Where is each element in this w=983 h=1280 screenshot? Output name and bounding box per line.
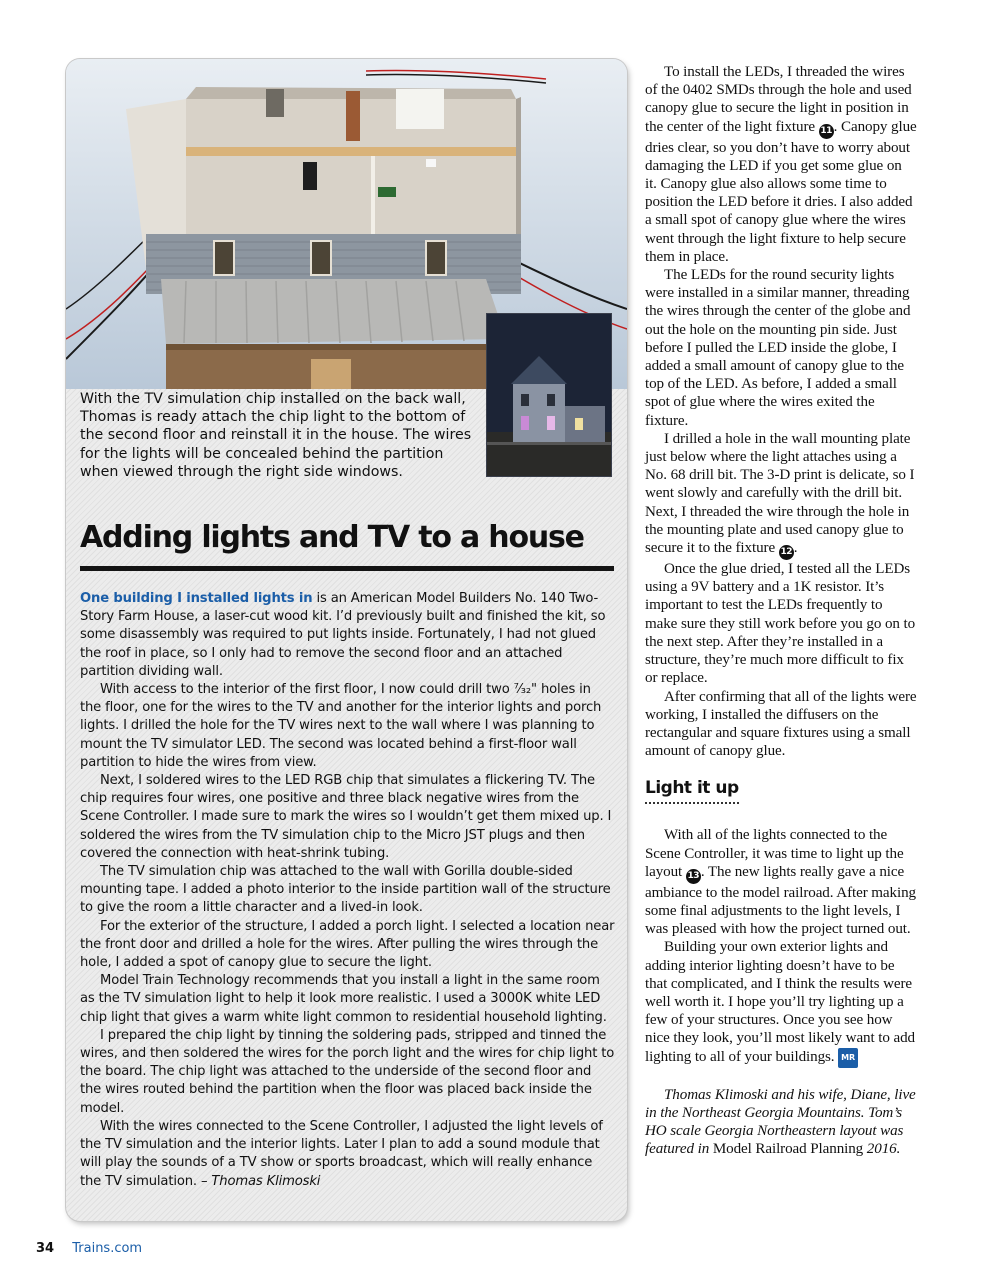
publication-name: Model Railroad Planning xyxy=(712,1141,864,1158)
author-credit: Thomas Klimoski xyxy=(211,1173,321,1189)
sidebar-paragraph: Next, I soldered wires to the LED RGB chip that simulates a flickering TV. The chip requires four wires, one positive and three black negative wires from the Scene Controller. I made sure to mark the wires so I wouldn’t get them mixed up. I soldered the wires from the TV simulation chip to the Micro JST plugs and then covered the connection with heat-shrink tubing. xyxy=(80,773,612,861)
article-column xyxy=(645,63,917,1159)
sidebar-paragraph: With the wires connected to the Scene Controller, I adjusted the light levels of the TV simulation and the interior lights. Later I plan to add a sound module that will play the sounds of a TV show or sports broadcast, which will really enhance the TV simulation. – Thomas Klimoski xyxy=(80,1118,603,1189)
article-paragraph: Once the glue dried, I tested all the LEDs using a 9V battery and a 1K resistor. It’s important to test the LEDs frequently to make sure they still work before you go on to the next step. After they’re installed in a structure, they’re much more difficult to fix or replace. xyxy=(645,561,916,687)
article-paragraph: After confirming that all of the lights were working, I installed the diffusers on the rectangular and square fixtures using a small amount of canopy glue. xyxy=(645,688,917,760)
sidebar-paragraph: I prepared the chip light by tinning the soldering pads, stripped and tinned the wires, and then soldered the wires for the porch light and the wires for chip light to the board. The chip light was attached to the underside of the second floor and the wires routed behind the partition when the floor was placed back inside the model. xyxy=(80,1027,615,1116)
site-link[interactable]: Trains.com xyxy=(72,1241,143,1256)
sidebar-paragraph: Model Train Technology recommends that you install a light in the same room as the TV simulation light to help it look more realistic. I used a 3000K white LED chip light that gives a warm white light common to residential household lighting. xyxy=(80,973,607,1025)
sidebar-paragraph: The TV simulation chip was attached to the wall with Gorilla double-sided mounting tape. I added a photo interior to the inside partition wall of the structure to give the room a little character and a lived-in look. xyxy=(80,864,611,916)
lead-in: One building I installed lights in xyxy=(80,591,313,606)
sidebar-paragraph: For the exterior of the structure, I added a porch light. I selected a location near the front door and drilled a hole for the wires. After pulling the wires through the hole, I added a spot of canopy glue to secure the light. xyxy=(80,918,615,971)
section-heading: Light it up xyxy=(645,778,739,804)
mr-end-mark-icon: MR xyxy=(838,1048,858,1068)
figure-ref-13: 13 xyxy=(686,869,701,884)
article-paragraph: The LEDs for the round security lights were installed in a similar manner, threading the wires through the center of the globe and out the hole on the mounting pin side. Just before I pulled the LED inside the globe, I added a small amount of canopy glue to the top of the LED. As before, I added a small spot of glue where the wires exited the fixture. xyxy=(645,267,911,429)
sidebar-body xyxy=(80,590,615,1191)
sidebar-box xyxy=(66,59,627,1221)
sidebar-paragraph: One building I installed lights in is an American Model Builders No. 140 Two-Story Farm House, a laser-cut wood kit. I’d previously built and finished the kit, so some disassembly was required to put lights inside. Fortunately, I had not glued the roof in place, so I only had to remove the second floor and an attached partition dividing wall. xyxy=(80,591,606,679)
photo-caption: With the TV simulation chip installed on the back wall, Thomas is ready attach the chip light to the bottom of the second floor and reinstall it in the house. The wires for the lights will be concealed behind the partition when viewed through the right side windows. xyxy=(80,391,472,480)
figure-ref-12: 12 xyxy=(779,545,794,560)
page-number: 34 xyxy=(36,1241,55,1256)
author-bio: Thomas Klimoski and his wife, Diane, live in the Northeast Georgia Mountains. Tom’s HO scale Georgia Northeastern layout was featured in Model Railroad Planning 2016. xyxy=(645,1086,916,1158)
title-rule xyxy=(80,566,614,571)
house-night-photo xyxy=(486,313,612,477)
figure-ref-11: 11 xyxy=(819,124,834,139)
article-paragraph: I drilled a hole in the wall mounting plate just below where the light attaches using a No. 68 drill bit. The 3-D print is delicate, so I went slowly and carefully with the drill bit. Next, I threaded the wire through the hole in the mounting plate and used canopy glue to secure it to the fixture 12 . xyxy=(645,430,917,560)
sidebar-paragraph: With access to the interior of the first floor, I now could drill two ⁷⁄₃₂" holes in the floor, one for the wires to the TV and another for the interior lights and porch lights. I drilled the hole for the TV wires next to the wall where I was planning to mount the TV simulator LED. The second was located behind a first-floor wall partition to hide the wires from view. xyxy=(80,682,602,770)
sidebar-title: Adding lights and TV to a house xyxy=(80,520,584,555)
article-paragraph: Building your own exterior lights and adding interior lighting doesn’t have to be that complicated, and I think the results were well worth it. I hope you’ll try lighting up a few of your structures. Once you see how nice they look, you’ll most likely want to add lighting to all of your buildings. MR xyxy=(645,938,917,1067)
article-paragraph: With all of the lights connected to the Scene Controller, it was time to light up the layout 13 . The new lights really gave a nice ambiance to the model railroad. After making some final adjustments to the light levels, I was pleased with how the project turned out. xyxy=(645,827,916,938)
page-footer xyxy=(36,1241,142,1256)
article-paragraph: To install the LEDs, I threaded the wires of the 0402 SMDs through the hole and used canopy glue to secure the light in position in the center of the light fixture 11 . Canopy glue dries clear, so you don’t have to worry about damaging the LED if you get some glue on it. Canopy glue also allows some time to position the LED before it dries. I also added a small spot of canopy glue where the wires went through the light fixture to help secure them in place. xyxy=(645,64,917,265)
